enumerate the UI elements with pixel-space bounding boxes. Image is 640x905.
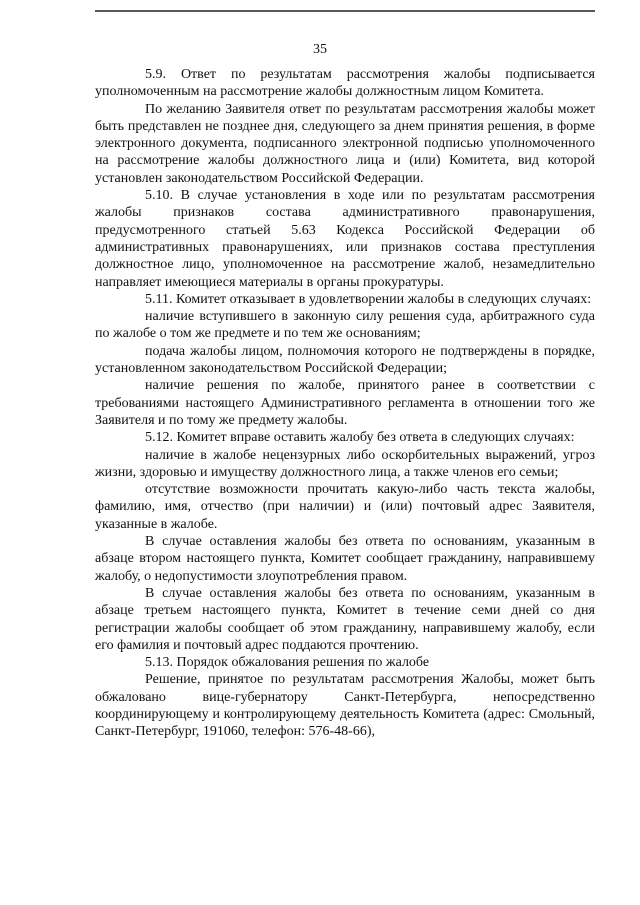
paragraph-5-12: 5.12. Комитет вправе оставить жалобу без ответа в следующих случаях:	[145, 430, 575, 446]
paragraph-unreadable-text: отсутствие возможности прочитать какую-либо часть текста жалобы, фамилию, имя, отчество (при наличии) и (или) почтовый адрес Заявителя, указанные в жалобе.	[95, 482, 595, 532]
paragraph-unauthorized-filing: подача жалобы лицом, полномочия которого не подтверждены в порядке, установленном законодательством Российской Федерации;	[95, 343, 595, 377]
paragraph-electronic-answer: По желанию Заявителя ответ по результатам рассмотрения жалобы может быть представлен не позднее дня, следующего за днем принятия решения, в форме электронного документа, подписанного электронной подписью уполномоченного на рассмотрение жалобы должностного лица и (или) Комитета, вид которой установлен законодательством Российской Федерации.	[95, 101, 595, 186]
paragraph-seven-days: В случае оставления жалобы без ответа по основаниям, указанным в абзаце третьем настоящего пункта, Комитет в течение семи дней со дня регистрации жалобы сообщает об этом гражданину, направившему жалобу, если его фамилия и почтовый адрес поддаются прочтению.	[95, 585, 595, 653]
top-scan-rule	[95, 10, 595, 12]
paragraph-abuse-of-right: В случае оставления жалобы без ответа по основаниям, указанным в абзаце втором настоящего пункта, Комитет сообщает гражданину, направившему жалобу, о недопустимости злоупотребления правом.	[95, 534, 595, 584]
paragraph-appeal: Решение, принятое по результатам рассмотрения Жалобы, может быть обжаловано вице-губернатору Санкт-Петербурга, непосредственно координирующему и контролирующему деятельность Комитета (адрес: Смольный, Санкт-Петербург, 191060, телефон: 576-48-66),	[95, 672, 595, 740]
paragraph-5-10: 5.10. В случае установления в ходе или по результатам рассмотрения жалобы признаков состава административного правонарушения, предусмотренного статьей 5.63 Кодекса Российской Федерации об административных правонарушениях, или признаков состава преступления должностное лицо, уполномоченное на рассмотрение жалоб, незамедлительно направляет имеющиеся материалы в органы прокуратуры.	[95, 188, 595, 290]
paragraph-obscene-language: наличие в жалобе нецензурных либо оскорбительных выражений, угроз жизни, здоровью и имуществу должностного лица, а также членов его семьи;	[95, 447, 595, 480]
paragraph-5-11: 5.11. Комитет отказывает в удовлетворении жалобы в следующих случаях:	[145, 291, 592, 307]
paragraph-5-9: 5.9. Ответ по результатам рассмотрения жалобы подписывается уполномоченным на рассмотрение жалобы должностным лицом Комитета.	[95, 67, 595, 100]
page-number: 35	[313, 42, 327, 57]
paragraph-5-13: 5.13. Порядок обжалования решения по жалобе	[145, 655, 430, 671]
document-body	[95, 66, 595, 741]
paragraph-prior-decision: наличие решения по жалобе, принятого ранее в соответствии с требованиями настоящего Административного регламента в отношении того же Заявителя и по тому же предмету жалобы.	[95, 378, 595, 428]
paragraph-court-decision: наличие вступившего в законную силу решения суда, арбитражного суда по жалобе о том же предмете и по тем же основаниям;	[95, 309, 595, 342]
